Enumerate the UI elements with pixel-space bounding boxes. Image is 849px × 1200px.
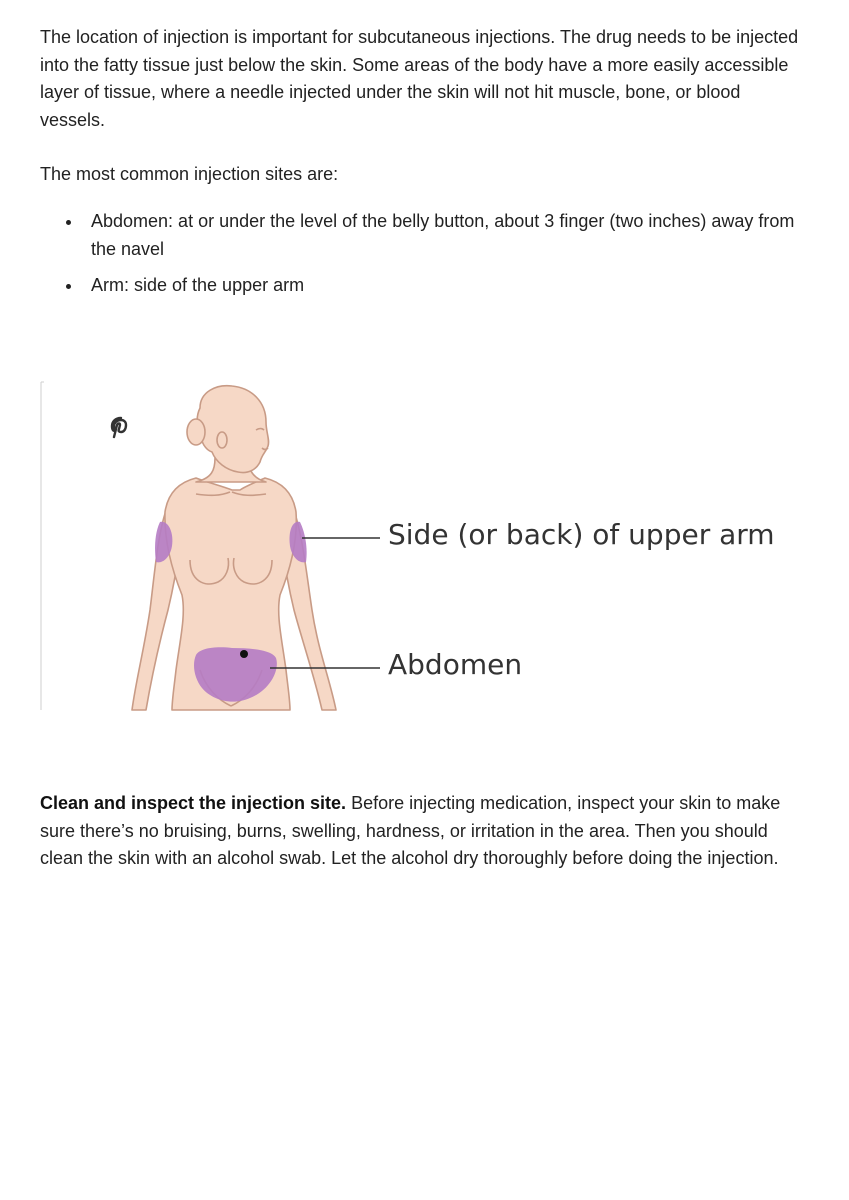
pinterest-icon[interactable] (112, 418, 126, 437)
list-item (0, 208, 811, 263)
site-arm-text: Arm: side of the upper arm (91, 275, 305, 295)
clean-inspect-heading: Clean and inspect the injection site. (40, 793, 347, 813)
clean-inspect-text: Before injecting medication, inspect your skin to make sure there’s no bruising, burns, swelling, hardness, or irritation in the area. Then you should clean the skin with an alcohol swab. Let the alcohol dry thoroughly before doing the injection. (40, 793, 781, 868)
clean-inspect-paragraph (40, 790, 810, 873)
injection-sites-figure (0, 370, 849, 720)
bullet-icon (66, 220, 71, 225)
bullet-icon (66, 284, 71, 289)
injection-sites-list (0, 208, 849, 300)
arm-site-label: Side (or back) of upper arm (388, 518, 775, 551)
site-abdomen-text: Abdomen: at or under the level of the belly button, about 3 finger (two inches) away from the navel (91, 211, 795, 259)
abdomen-site-label: Abdomen (388, 648, 523, 681)
intro-paragraph: The location of injection is important for subcutaneous injections. The drug needs to be injected into the fatty tissue just below the skin. Some areas of the body have a more easily accessible layer of tissue, where a needle injected under the skin will not hit muscle, bone, or blood vessels. (40, 27, 799, 130)
list-item (0, 272, 811, 300)
navel-marker (240, 650, 248, 658)
sites-intro: The most common injection sites are: (40, 164, 339, 184)
